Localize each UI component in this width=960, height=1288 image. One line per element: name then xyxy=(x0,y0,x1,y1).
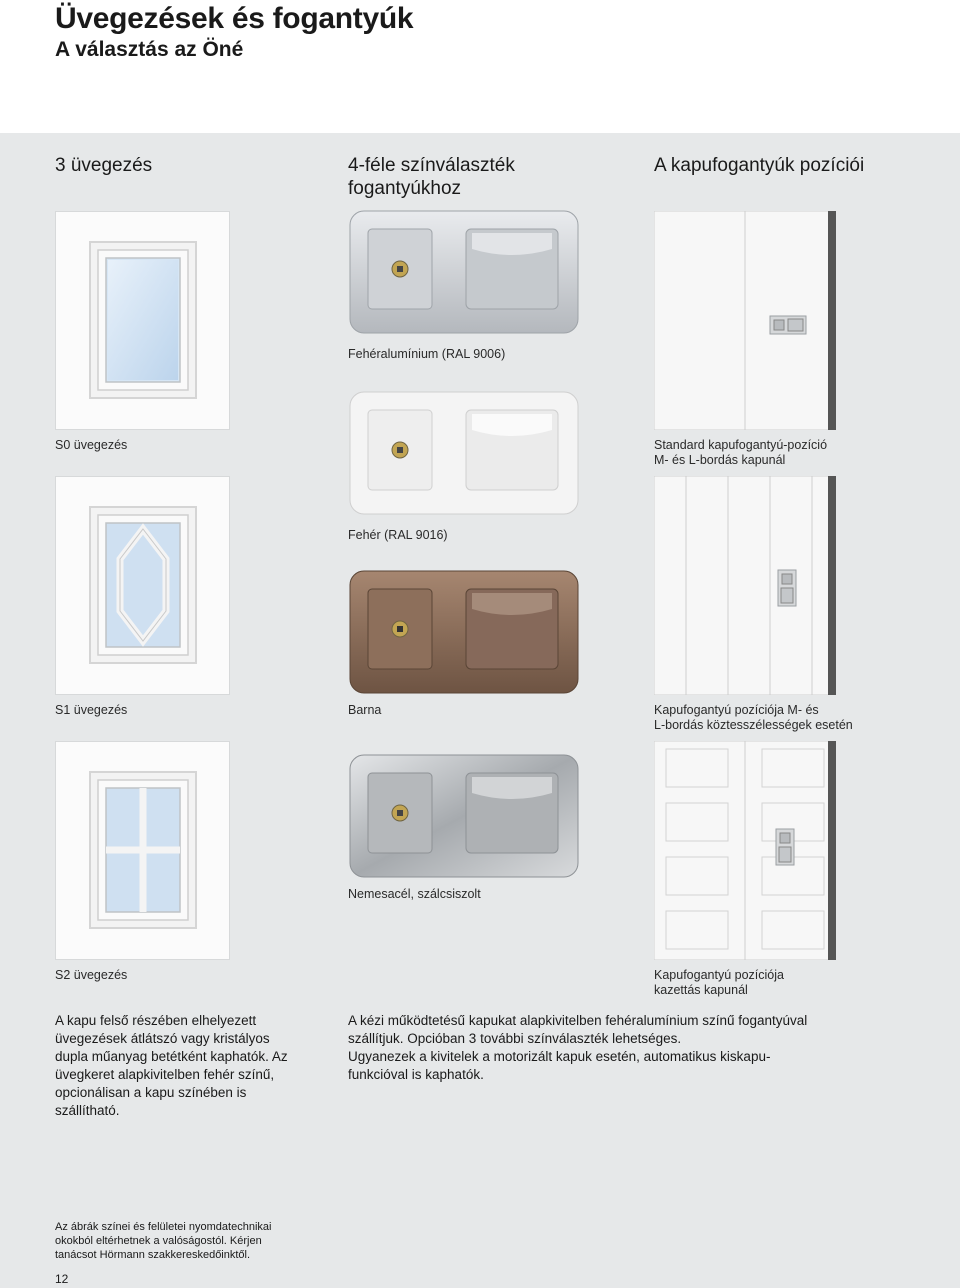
color-white-label: Fehér (RAL 9016) xyxy=(348,528,448,542)
glazing-s1-image xyxy=(55,476,230,695)
glazing-s2-image xyxy=(55,741,230,960)
glazing-s0-label: S0 üvegezés xyxy=(55,438,128,452)
position-cassette-line2: kazettás kapunál xyxy=(654,983,748,997)
colors-heading: 4-féle színválaszték fogantyúkhoz xyxy=(348,155,515,199)
glazing-s2-label: S2 üvegezés xyxy=(55,968,128,982)
position-ribbed-line1: Kapufogantyú pozíciója M- és xyxy=(654,703,819,717)
color-white-aluminium-label: Fehéralumínium (RAL 9006) xyxy=(348,347,506,361)
colors-description-1: A kézi működtetésű kapukat alapkivitelben fehéralumínium színű fogantyúval szállítjuk. Opcióban 3 további színválaszték lehetséges. xyxy=(348,1013,808,1046)
footer-note-line1: Az ábrák színei és felületei nyomdatechnikai xyxy=(55,1221,272,1233)
footer-note-line2: okokból eltérhetnek a valóságostól. Kérjen xyxy=(55,1235,262,1247)
handle-white-image xyxy=(348,390,580,516)
glazing-s1-label: S1 üvegezés xyxy=(55,703,128,717)
footer-note-line3: tanácsot Hörmann szakkereskedőinktől. xyxy=(55,1249,251,1261)
position-cassette-image xyxy=(654,741,836,960)
color-brown-label: Barna xyxy=(348,703,382,717)
page-subtitle: A választás az Öné xyxy=(55,38,244,61)
handle-brown-image xyxy=(348,569,580,695)
color-stainless-steel-label: Nemesacél, szálcsiszolt xyxy=(348,887,481,901)
position-ribbed-line2: L-bordás köztesszélességek esetén xyxy=(654,718,853,732)
handle-stainless-steel-image xyxy=(348,753,580,879)
positions-heading: A kapufogantyúk pozíciói xyxy=(654,155,865,176)
glazing-description: A kapu felső részében elhelyezett üvegezések átlátszó vagy kristályos dupla műanyag betétként kaphatók. Az üvegkeret alapkivitelben fehér színű, opcionálisan a kapu színében is szállítható. xyxy=(55,1013,288,1118)
position-standard-line1: Standard kapufogantyú-pozíció xyxy=(654,438,828,452)
colors-description-2: Ugyanezek a kivitelek a motorizált kapuk esetén, automatikus kiskapu-funkcióval is kaphatók. xyxy=(348,1049,771,1082)
position-cassette-line1: Kapufogantyú pozíciója xyxy=(654,968,784,982)
glazing-s0-image xyxy=(55,211,230,430)
position-standard-line2: M- és L-bordás kapunál xyxy=(654,453,786,467)
page-number: 12 xyxy=(55,1272,69,1286)
position-ribbed-image xyxy=(654,476,836,695)
position-standard-image xyxy=(654,211,836,430)
glazing-heading: 3 üvegezés xyxy=(55,155,153,176)
handle-white-aluminium-image xyxy=(348,209,580,335)
page-title: Üvegezések és fogantyúk xyxy=(55,2,414,35)
